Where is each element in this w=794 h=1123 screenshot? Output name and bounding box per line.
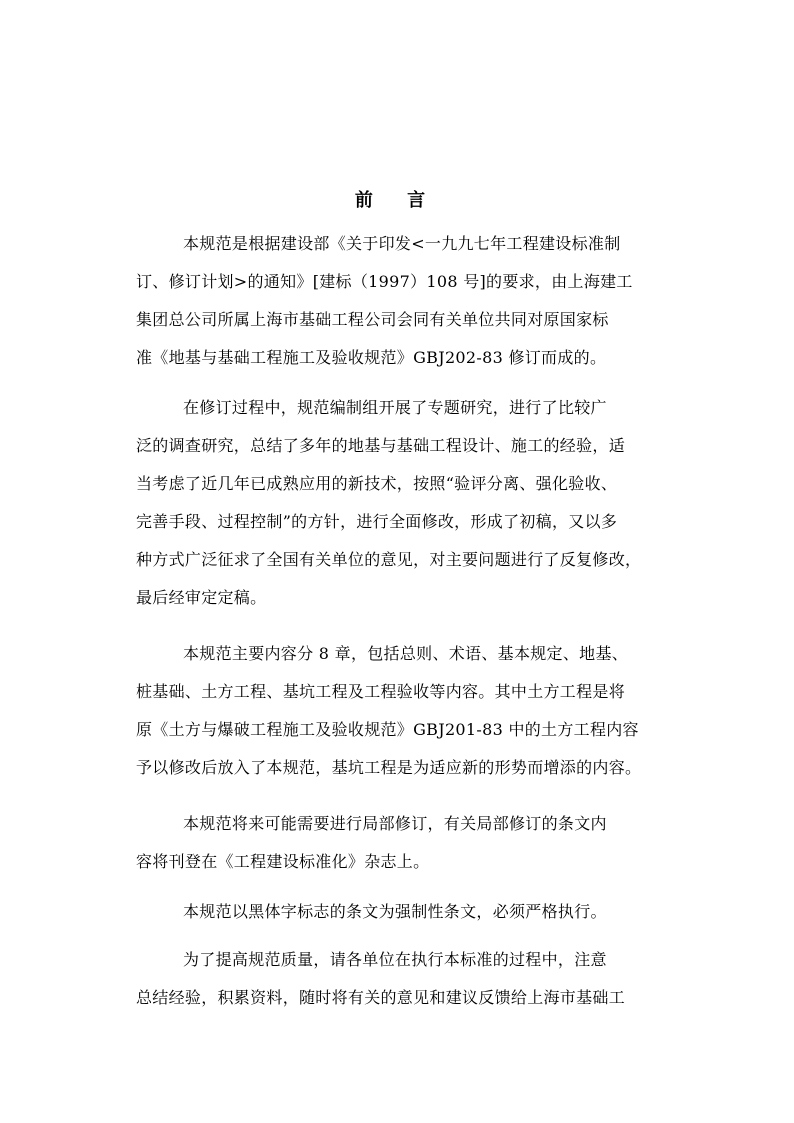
text-line: 在修订过程中，规范编制组开展了专题研究，进行了比较广 — [183, 398, 607, 417]
text-line: 完善手段、过程控制”的方针，进行全面修改，形成了初稿，又以多 — [136, 512, 618, 531]
text-line: 集团总公司所属上海市基础工程公司会同有关单位共同对原国家标 — [136, 310, 609, 329]
text-line: 容将刊登在《工程建设标准化》杂志上。 — [136, 852, 430, 871]
text-line: 为了提高规范质量，请各单位在执行本标准的过程中，注意 — [183, 950, 607, 969]
text-line: 泛的调查研究，总结了多年的地基与基础工程设计、施工的经验，适 — [136, 436, 626, 455]
text-line: 本规范以黑体字标志的条文为强制性条文，必须严格执行。 — [183, 902, 607, 921]
text-line: 种方式广泛征求了全国有关单位的意见，对主要问题进行了反复修改， — [136, 550, 642, 569]
text-line: 最后经审定定稿。 — [136, 588, 267, 607]
text-line: 予以修改后放入了本规范，基坑工程是为适应新的形势而增添的内容。 — [136, 758, 642, 777]
text-line: 本规范主要内容分 8 章，包括总则、术语、基本规定、地基、 — [183, 644, 629, 663]
text-line: 当考虑了近几年已成熟应用的新技术，按照“验评分离、强化验收、 — [136, 474, 618, 493]
text-line: 原《土方与爆破工程施工及验收规范》GBJ201-83 中的土方工程内容 — [136, 720, 639, 739]
text-line: 桩基础、土方工程、基坑工程及工程验收等内容。其中土方工程是将 — [136, 682, 626, 701]
preface-title: 前 言 — [354, 190, 440, 211]
text-line: 本规范将来可能需要进行局部修订，有关局部修订的条文内 — [183, 814, 607, 833]
text-line: 准《地基与基础工程施工及验收规范》GBJ202-83 修订而成的。 — [136, 348, 607, 367]
text-line: 总结经验，积累资料，随时将有关的意见和建议反馈给上海市基础工 — [136, 988, 626, 1007]
text-line: 本规范是根据建设部《关于印发<一九九七年工程建设标准制 — [183, 234, 621, 253]
text-line: 订、修订计划>的通知》[建标（1997）108 号]的要求，由上海建工 — [136, 272, 633, 291]
